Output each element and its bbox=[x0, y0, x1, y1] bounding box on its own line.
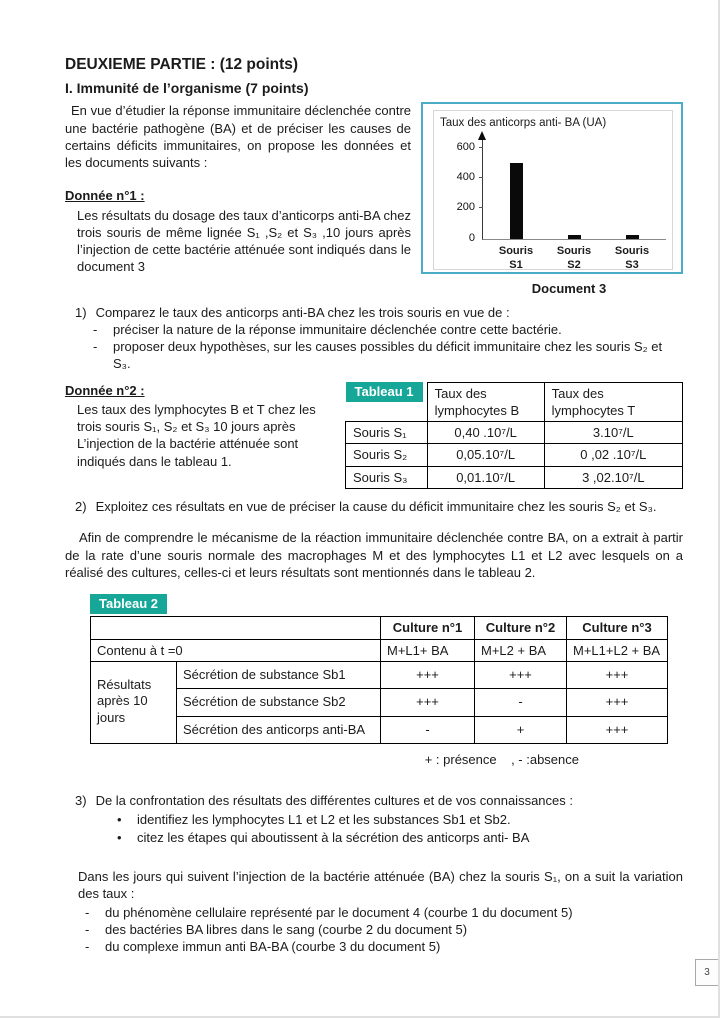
bullet-marker: • bbox=[117, 829, 122, 845]
chart-bar-1 bbox=[510, 163, 523, 239]
donnee2-label: Donnée n°2 : bbox=[65, 382, 145, 398]
question-1-number: 1) bbox=[75, 304, 87, 320]
tableau2-heading bbox=[90, 594, 667, 614]
question-3-text: De la confrontation des résultats des différentes cultures et de vos connaissances : bbox=[95, 793, 573, 809]
column-header: Culture n°1 bbox=[381, 617, 475, 639]
x-label-top: Souris bbox=[614, 244, 650, 257]
table-cell: +++ bbox=[475, 662, 567, 689]
table-header-row bbox=[346, 382, 683, 422]
question-3-number: 3) bbox=[75, 793, 87, 809]
row-header: Souris S₂ bbox=[346, 444, 428, 466]
document3-caption: Document 3 bbox=[531, 281, 607, 297]
y-tick-label: 0 bbox=[468, 231, 475, 244]
x-label-bottom: S1 bbox=[509, 259, 523, 272]
tableau2-badge: Tableau 2 bbox=[90, 594, 167, 614]
question-2-number: 2) bbox=[75, 499, 87, 515]
column-header: Taux des lymphocytes T bbox=[544, 382, 682, 422]
chart-bar-3 bbox=[626, 235, 639, 238]
tableau1 bbox=[345, 382, 683, 489]
row-header: Sécrétion de substance Sb2 bbox=[177, 689, 381, 716]
list-item-text: préciser la nature de la réponse immunitaire déclenchée contre cette bactérie. bbox=[113, 321, 562, 337]
list-item bbox=[85, 921, 683, 938]
row-header: Sécrétion de substance Sb1 bbox=[177, 662, 381, 689]
bullet-marker: • bbox=[117, 812, 122, 828]
y-tick-label: 400 bbox=[456, 170, 475, 183]
x-label-bottom: S2 bbox=[567, 259, 581, 272]
empty-header-cell bbox=[91, 617, 381, 639]
tableau1-badge: Tableau 1 bbox=[346, 382, 423, 402]
dash-marker: - bbox=[85, 904, 90, 920]
table-row-result bbox=[91, 716, 668, 743]
page-number-tab: 3 bbox=[695, 959, 718, 986]
y-tick-label: 600 bbox=[456, 140, 475, 153]
x-label-top: Souris bbox=[498, 244, 534, 257]
y-tick-mark bbox=[479, 147, 483, 148]
table-header-row bbox=[91, 617, 668, 639]
table-cell: 0,05.10⁷/L bbox=[427, 444, 544, 466]
y-tick-mark bbox=[479, 177, 483, 178]
question-2-text: Exploitez ces résultats en vue de préciser la cause du déficit immunitaire chez les souris S₂ et S₃. bbox=[95, 499, 657, 515]
chart-inner-frame bbox=[433, 110, 673, 270]
x-label-souris-s2 bbox=[546, 244, 602, 274]
table-cell: M+L1+ BA bbox=[381, 639, 475, 661]
x-label-top: Souris bbox=[556, 244, 592, 257]
donnee2-heading bbox=[65, 382, 337, 399]
x-label-souris-s1 bbox=[488, 244, 544, 274]
list-item-text: du complexe immun anti BA-BA (courbe 3 du document 5) bbox=[105, 939, 441, 955]
list-item bbox=[117, 829, 683, 846]
donnee1-label: Donnée n°1 : bbox=[65, 188, 145, 204]
x-label-bottom: S3 bbox=[625, 259, 639, 272]
final-paragraph: Dans les jours qui suivent l’injection de la bactérie atténuée (BA) chez la souris S₁, on a suit la variation des taux : bbox=[78, 868, 683, 902]
list-item-text: du phénomène cellulaire représenté par le document 4 (courbe 1 du document 5) bbox=[105, 904, 573, 920]
table-cell: +++ bbox=[381, 689, 475, 716]
column-header: Taux des lymphocytes B bbox=[427, 382, 544, 422]
chart-plot-area bbox=[456, 140, 666, 244]
y-tick-mark bbox=[479, 207, 483, 208]
table-row-result bbox=[91, 689, 668, 716]
table-cell: +++ bbox=[567, 689, 668, 716]
table-cell: +++ bbox=[567, 716, 668, 743]
table2-legend: + : présence , - :absence bbox=[424, 751, 579, 767]
table-row-contenu bbox=[91, 639, 668, 661]
x-label-souris-s3 bbox=[604, 244, 660, 274]
list-item bbox=[85, 938, 683, 955]
table-row bbox=[346, 444, 683, 466]
question-1-subitems bbox=[65, 321, 683, 373]
donnee2-and-table1-row bbox=[65, 382, 683, 489]
table-cell: 0 ,02 .10⁷/L bbox=[544, 444, 682, 466]
table-cell: 3.10⁷/L bbox=[544, 422, 682, 444]
list-item bbox=[117, 811, 683, 828]
table-cell: + bbox=[475, 716, 567, 743]
question-3-bullets bbox=[65, 811, 683, 846]
table1-wrapper bbox=[345, 382, 683, 489]
dash-marker: - bbox=[85, 939, 90, 955]
list-item-text: des bactéries BA libres dans le sang (courbe 2 du document 5) bbox=[105, 921, 468, 937]
table-cell: M+L2 + BA bbox=[475, 639, 567, 661]
dash-marker: - bbox=[85, 921, 90, 937]
row-header: Souris S₃ bbox=[346, 466, 428, 488]
y-tick-label: 200 bbox=[456, 201, 475, 214]
table2-block bbox=[90, 594, 667, 768]
final-items bbox=[65, 904, 683, 956]
donnee1-text: Les résultats du dosage des taux d’anticorps anti-BA chez trois souris de même lignée S₁ ,S₂ et S₃ ,10 jours après l’injection de cette bactérie atténuée sont indiqués dans le document 3 bbox=[77, 207, 411, 275]
y-axis-arrow-icon bbox=[478, 131, 486, 140]
afin-paragraph: Afin de comprendre le mécanisme de la réaction immunitaire déclenchée contre BA, on a extrait à partir de la rate d’une souris normale des macrophages M et des lymphocytes L1 et L2 avec lesquels on a réalisé des cultures, celles-ci et leurs résultats sont mentionnés dans le tableau 2. bbox=[65, 530, 683, 580]
chart-x-labels bbox=[482, 244, 666, 280]
chart-title: Taux des anticorps anti- BA (UA) bbox=[440, 117, 607, 130]
donnee2-column bbox=[65, 382, 337, 470]
table-cell: 0,40 .10⁷/L bbox=[427, 422, 544, 444]
section-title: I. Immunité de l’organisme (7 points) bbox=[65, 79, 309, 96]
question-3 bbox=[65, 792, 683, 809]
question-1 bbox=[65, 304, 683, 321]
tableau1-label-cell bbox=[346, 382, 428, 422]
list-item bbox=[85, 904, 683, 921]
intro-paragraph: En vue d’étudier la réponse immunitaire déclenchée contre une bactérie pathogène (BA) et de préciser les causes de certains déficits immunitaires, on propose les données et les documents suivants : bbox=[65, 103, 411, 171]
table-cell: +++ bbox=[381, 662, 475, 689]
intro-and-chart-row bbox=[65, 102, 683, 297]
table-row bbox=[346, 466, 683, 488]
list-item bbox=[93, 338, 683, 373]
table-cell: +++ bbox=[567, 662, 668, 689]
chart-bar-2 bbox=[568, 235, 581, 238]
row-header: Souris S₁ bbox=[346, 422, 428, 444]
list-item-text: citez les étapes qui aboutissent à la sécrétion des anticorps anti- BA bbox=[137, 829, 530, 845]
column-header: Culture n°2 bbox=[475, 617, 567, 639]
dash-marker: - bbox=[93, 321, 98, 337]
list-item-text: identifiez les lymphocytes L1 et L2 et les substances Sb1 et Sb2. bbox=[137, 812, 511, 828]
results-rowspan-header: Résultats après 10 jours bbox=[91, 662, 177, 744]
table-row bbox=[346, 422, 683, 444]
table-cell: M+L1+L2 + BA bbox=[567, 639, 668, 661]
list-item bbox=[93, 321, 683, 338]
list-item-text: proposer deux hypothèses, sur les causes possibles du déficit immunitaire chez les souris S₂ et S₃. bbox=[113, 339, 663, 372]
chart-column bbox=[421, 102, 683, 297]
row-header: Sécrétion des anticorps anti-BA bbox=[177, 716, 381, 743]
tableau2 bbox=[90, 616, 668, 743]
table-cell: 3 ,02.10⁷/L bbox=[544, 466, 682, 488]
question-1-text: Comparez le taux des anticorps anti-BA chez les trois souris en vue de : bbox=[95, 304, 510, 320]
question-2 bbox=[65, 498, 683, 515]
table-cell: 0,01.10⁷/L bbox=[427, 466, 544, 488]
dash-marker: - bbox=[93, 339, 98, 355]
donnee1-heading bbox=[65, 187, 411, 204]
intro-column bbox=[65, 102, 411, 276]
column-header: Culture n°3 bbox=[567, 617, 668, 639]
table-cell: - bbox=[381, 716, 475, 743]
table-row-result bbox=[91, 662, 668, 689]
row-header: Contenu à t =0 bbox=[91, 639, 381, 661]
document3-chart-box bbox=[421, 102, 683, 274]
donnee2-text: Les taux des lymphocytes B et T chez les trois souris S₁, S₂ et S₃ 10 jours après L’injection de la bactérie atténuée sont indiqués dans le tableau 1. bbox=[77, 401, 316, 469]
page-title: DEUXIEME PARTIE : (12 points) bbox=[65, 56, 299, 73]
table-cell: - bbox=[475, 689, 567, 716]
